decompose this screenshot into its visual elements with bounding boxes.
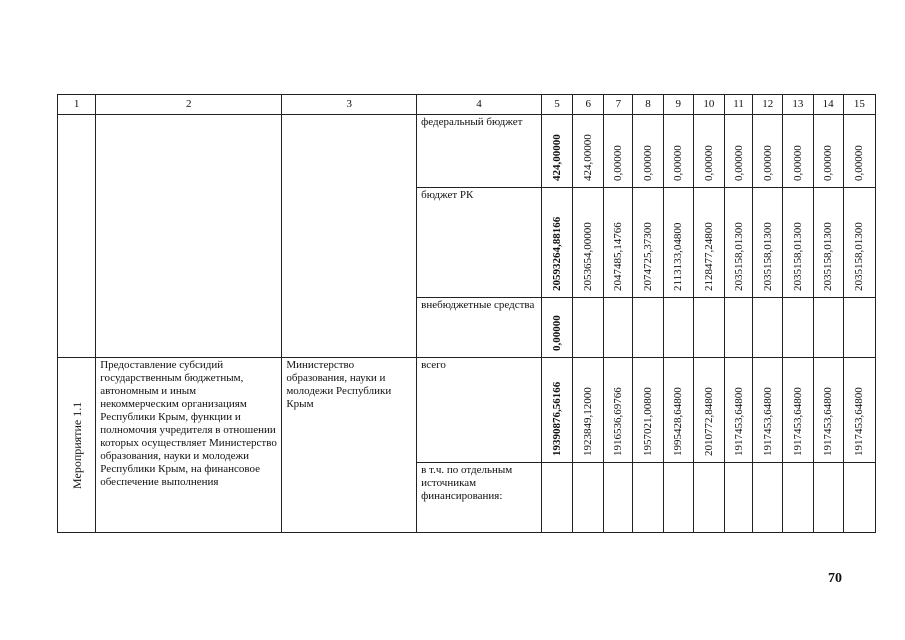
value-cell [783,463,813,533]
value-text: 1923849,12000 [582,387,595,456]
value-cell [604,188,633,298]
value-cell [813,463,843,533]
value-cell [663,188,693,298]
value-cell [633,358,663,463]
value-cell [753,115,783,188]
value-text: 2035158,01300 [732,222,745,291]
column-header: 8 [633,95,663,115]
value-cell [843,463,875,533]
empty-cell [96,115,282,358]
value-cell [633,115,663,188]
value-text: 0,00000 [612,145,625,181]
value-text: 0,00000 [702,145,715,181]
value-cell [843,298,875,358]
value-cell [693,463,724,533]
budget-table [57,94,876,533]
value-cell [633,298,663,358]
value-cell [573,115,604,188]
value-cell [753,298,783,358]
value-cell [541,115,572,188]
value-cell [724,115,752,188]
value-text: 0,00000 [672,145,685,181]
value-text: 2035158,01300 [853,222,866,291]
value-cell [813,298,843,358]
value-cell [783,298,813,358]
value-cell [693,188,724,298]
table-row [58,358,876,463]
funding-source: федеральный бюджет [417,115,542,188]
value-text: 1917453,64800 [791,387,804,456]
value-text: 2128477,24800 [702,222,715,291]
value-cell [663,298,693,358]
value-text: 1916536,69766 [612,387,625,456]
value-text: 2035158,01300 [822,222,835,291]
value-text: 19390876,56166 [551,381,563,456]
value-cell [541,298,572,358]
value-cell [783,358,813,463]
value-text: 0,00000 [551,315,563,351]
column-header: 13 [783,95,813,115]
column-header: 9 [663,95,693,115]
value-cell [843,188,875,298]
column-header: 5 [541,95,572,115]
value-text: 1917453,64800 [732,387,745,456]
value-cell [724,358,752,463]
column-header: 12 [753,95,783,115]
value-cell [541,358,572,463]
value-cell [783,115,813,188]
value-cell [604,298,633,358]
activity-label-cell [58,358,96,533]
value-cell [573,188,604,298]
value-cell [633,188,663,298]
value-cell [813,358,843,463]
value-text: 1917453,64800 [853,387,866,456]
value-cell [753,188,783,298]
column-header: 1 [58,95,96,115]
value-text: 1917453,64800 [822,387,835,456]
value-cell [663,358,693,463]
value-cell [604,115,633,188]
value-text: 0,00000 [853,145,866,181]
value-cell [573,298,604,358]
column-header: 11 [724,95,752,115]
value-text: 2074725,37300 [642,222,655,291]
empty-cell [58,115,96,358]
value-text: 0,00000 [791,145,804,181]
value-cell [541,463,572,533]
value-cell [724,188,752,298]
value-text: 2010772,84800 [702,387,715,456]
column-header: 7 [604,95,633,115]
value-cell [573,463,604,533]
value-text: 0,00000 [642,145,655,181]
value-text: 0,00000 [822,145,835,181]
value-cell [633,463,663,533]
value-text: 424,00000 [582,134,595,181]
funding-source: всего [417,358,542,463]
value-cell [753,358,783,463]
table-row [58,115,876,188]
value-cell [693,358,724,463]
value-text: 1957021,00800 [642,387,655,456]
value-text: 1917453,64800 [761,387,774,456]
value-text: 0,00000 [761,145,774,181]
funding-source: бюджет РК [417,188,542,298]
column-header: 15 [843,95,875,115]
funding-source: в т.ч. по отдельным источникам финансирования: [417,463,542,533]
column-header: 3 [282,95,417,115]
value-cell [541,188,572,298]
value-cell [724,298,752,358]
value-text: 2113133,04800 [672,222,685,291]
page-number: 70 [828,571,842,586]
column-header: 2 [96,95,282,115]
funding-source: внебюджетные средства [417,298,542,358]
value-cell [693,298,724,358]
value-text: 2047485,14766 [612,222,625,291]
value-cell [663,463,693,533]
value-text: 0,00000 [732,145,745,181]
activity-description: Предоставление субсидий государственным бюджетным, автономным и иным некоммерческим организациям Республики Крым, функции и полномочия учредителя в отношении которых осуществляет Министерство образования, науки и молодежи Республики Крым, на финансовое обеспечение выполнения [96,358,282,533]
header-row [58,95,876,115]
value-text: 2035158,01300 [761,222,774,291]
column-header: 6 [573,95,604,115]
value-cell [813,188,843,298]
value-cell [753,463,783,533]
column-header: 4 [417,95,542,115]
value-cell [813,115,843,188]
value-cell [604,463,633,533]
value-text: 2053654,00000 [582,222,595,291]
activity-label: Мероприятие 1.1 [69,401,84,489]
value-cell [783,188,813,298]
value-cell [843,115,875,188]
value-cell [724,463,752,533]
value-text: 20593264,88166 [551,216,563,291]
column-header: 10 [693,95,724,115]
value-cell [693,115,724,188]
value-text: 2035158,01300 [791,222,804,291]
activity-executor: Министерство образования, науки и молодежи Республики Крым [282,358,417,533]
value-cell [843,358,875,463]
value-cell [663,115,693,188]
value-text: 1995428,64800 [672,387,685,456]
value-cell [573,358,604,463]
column-header: 14 [813,95,843,115]
empty-cell [282,115,417,358]
value-text: 424,00000 [551,134,563,181]
value-cell [604,358,633,463]
